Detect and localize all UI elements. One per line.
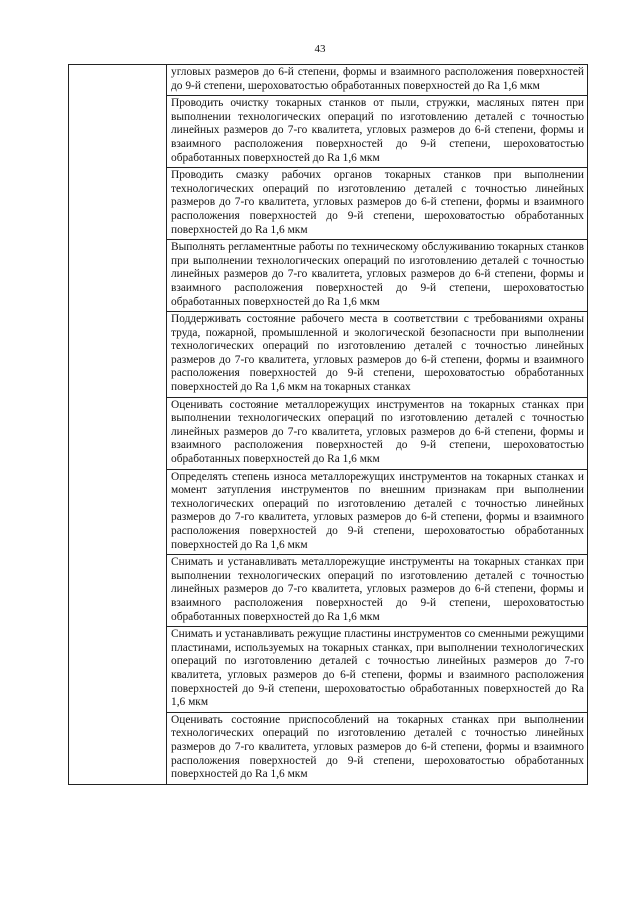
table-row <box>69 65 588 96</box>
table-cell <box>167 65 588 96</box>
table-cell <box>167 312 588 398</box>
table-cell <box>167 555 588 627</box>
table-cell <box>167 627 588 713</box>
table-cell <box>167 96 588 168</box>
row-text: Снимать и устанавливать металлорежущие инструменты на токарных станках при выполнении технологических операций по изготовлению деталей с точностью линейных размеров до 7-го квалитета, угловых размеров до 6-й степени, формы и взаимного расположения поверхностей до 9-й степени, шероховатостью обработанных поверхностей до Ra 1,6 мкм <box>171 556 584 623</box>
table-cell <box>167 469 588 555</box>
row-text: Поддерживать состояние рабочего места в соответствии с требованиями охраны труда, пожарной, промышленной и экологической безопасности при выполнении технологических операций по изготовлению деталей с точностью линейных размеров до 7-го квалитета, угловых размеров до 6-й степени, формы и взаимного расположения поверхностей до 9-й степени, шероховатостью обработанных поверхностей до Ra 1,6 мкм на токарных станках <box>171 313 584 394</box>
row-text: Снимать и устанавливать режущие пластины инструментов со сменными режущими пластинами, используемых на токарных станках, при выполнении технологических операций по изготовлению деталей с точностью линейных размеров до 7-го квалитета, угловых размеров до 6-й степени, формы и взаимного расположения поверхностей до 9-й степени, шероховатостью обработанных поверхностей до Ra 1,6 мкм <box>171 628 584 709</box>
row-text: Проводить смазку рабочих органов токарных станков при выполнении технологических операций по изготовлению деталей с точностью линейных размеров до 7-го квалитета, угловых размеров до 6-й степени, формы и взаимного расположения поверхностей до 9-й степени, шероховатостью обработанных поверхностей до Ra 1,6 мкм <box>171 169 584 236</box>
row-text: угловых размеров до 6-й степени, формы и взаимного расположения поверхностей до 9-й степени, шероховатостью обработанных поверхностей до Ra 1,6 мкм <box>171 66 584 92</box>
table-label-column <box>69 65 167 785</box>
row-text: Определять степень износа металлорежущих инструментов на токарных станках и момент затупления инструментов по внешним признакам при выполнении технологических операций по изготовлению деталей с точностью линейных размеров до 7-го квалитета, угловых размеров до 6-й степени, формы и взаимного расположения поверхностей до 9-й степени, шероховатостью обработанных поверхностей до Ra 1,6 мкм <box>171 470 584 551</box>
table-cell <box>167 168 588 240</box>
row-text: Проводить очистку токарных станков от пыли, стружки, масляных пятен при выполнении технологических операций по изготовлению деталей с точностью линейных размеров до 7-го квалитета, угловых размеров до 6-й степени, формы и взаимного расположения поверхностей до 9-й степени, шероховатостью обработанных поверхностей до Ra 1,6 мкм <box>171 97 584 164</box>
page-number: 43 <box>314 43 326 55</box>
table-cell <box>167 240 588 312</box>
table-cell <box>167 712 588 784</box>
row-text: Оценивать состояние приспособлений на токарных станках при выполнении технологических операций по изготовлению деталей с точностью линейных размеров до 7-го квалитета, угловых размеров до 6-й степени, формы и взаимного расположения поверхностей до 9-й степени, шероховатостью обработанных поверхностей до Ra 1,6 мкм <box>171 713 584 781</box>
table-cell <box>167 397 588 469</box>
row-text: Выполнять регламентные работы по техническому обслуживанию токарных станков при выполнении технологических операций по изготовлению деталей с точностью линейных размеров до 7-го квалитета, угловых размеров до 6-й степени, формы и взаимного расположения поверхностей до 9-й степени, шероховатостью обработанных поверхностей до Ra 1,6 мкм <box>171 241 584 308</box>
row-text: Оценивать состояние металлорежущих инструментов на токарных станках при выполнении технологических операций по изготовлению деталей с точностью линейных размеров до 7-го квалитета, угловых размеров до 6-й степени, формы и взаимного расположения поверхностей до 9-й степени, шероховатостью обработанных поверхностей до Ra 1,6 мкм <box>171 398 584 466</box>
labor-actions-table <box>68 64 588 785</box>
